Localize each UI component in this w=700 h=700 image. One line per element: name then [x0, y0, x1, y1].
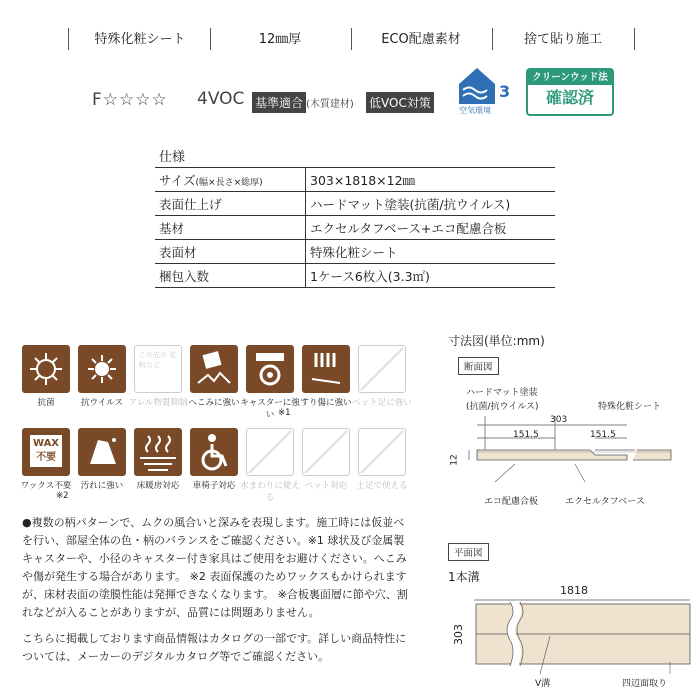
shoes-icon [358, 428, 406, 476]
spec-row [155, 168, 555, 192]
f-star-rating: F☆☆☆☆ [92, 90, 168, 110]
voc-material-note: (木質建材) [306, 99, 354, 110]
floor-heating-icon [134, 428, 182, 476]
four-edge-label: 四辺面取り [622, 679, 668, 689]
spec-row [155, 216, 555, 240]
wax-free-label: ワックス不要 [20, 481, 72, 491]
stain-label: 汚れに強い [80, 481, 124, 491]
wax-free-icon [22, 428, 70, 476]
coating-label-2: (抗菌/抗ウイルス) [466, 402, 539, 412]
dent-label: へこみに強い [188, 398, 240, 408]
air-environment-badge [455, 64, 515, 116]
feature-install: 捨て貼り施工 [523, 32, 602, 47]
antiviral-label: 抗ウイルス [81, 398, 123, 408]
thickness: 12 [449, 454, 460, 466]
plan-label: 平面図 [448, 543, 489, 561]
dent-icon [190, 345, 238, 393]
section-drawing [455, 410, 675, 490]
spec-key: サイズ [159, 172, 196, 188]
wheelchair-label: 車椅子対応 [192, 481, 236, 491]
coating-label-1: ハードマット塗装 [466, 388, 538, 398]
shoes-label: 土足で使える [356, 481, 408, 491]
product-notes: ●複数の柄パターンで、ムクの風合いと深みを表現します。施工時には仮並べを行い、部屋全体の色・柄のバランスをご確認ください。※1 球状及び金属製キャスターや、小径のキャスター付き家具はご使用をお避けください。へこみや傷が発生する場合があります。 ※2 表面保護のためワックスもかけられますが、床材表面の塗膜性能は発揮できなくなります。 ※合板裏面層に節や穴、割れなどが入ることがありますが、品質には問題ありません。 [22, 516, 408, 619]
water-icon [246, 428, 294, 476]
half-width-right: 151.5 [590, 430, 616, 440]
spec-row [155, 264, 555, 288]
clean-wood-badge [526, 68, 614, 116]
spec-value: 1ケース6枚入(3.3㎡) [306, 264, 556, 288]
feature-thickness: 12㎜厚 [258, 32, 302, 47]
v-groove-label: V溝 [535, 679, 551, 689]
air-env-level: 3 [499, 82, 511, 101]
voc-4-label: 4VOC [197, 89, 245, 109]
length-label: 1818 [560, 584, 588, 597]
spec-key: 梱包入数 [155, 264, 306, 288]
wax-note: ※2 [56, 491, 69, 501]
allergen-inner-text: この先の 花粉など [139, 351, 177, 369]
total-width: 303 [550, 415, 568, 425]
spec-title: 仕様 [159, 150, 186, 165]
wax-text: WAX [32, 438, 60, 449]
spec-value: エクセルタフベース+エコ配慮合板 [306, 216, 556, 240]
spec-row [155, 240, 555, 264]
wax-unneeded-text: 不要 [36, 452, 56, 463]
stain-icon [78, 428, 126, 476]
section-label: 断面図 [458, 357, 499, 375]
spec-table [155, 167, 555, 288]
low-voc-badge: 低VOC対策 [366, 92, 434, 113]
clean-wood-confirmed: 確認済 [545, 88, 594, 107]
pet-icon [358, 345, 406, 393]
antibacterial-label: 抗菌 [37, 398, 55, 408]
caster-label: キャスターに強い [240, 398, 300, 420]
spec-row [155, 192, 555, 216]
excel-base-label: エクセルタフベース [565, 497, 645, 507]
spec-key: 表面材 [155, 240, 306, 264]
wheelchair-icon [190, 428, 238, 476]
feature-sheet: 特殊化粧シート [94, 32, 186, 47]
dimension-title: 寸法図(単位:mm) [448, 334, 545, 348]
spec-value: 特殊化粧シート [306, 240, 556, 264]
scratch-icon [302, 345, 350, 393]
pet-ok-icon [302, 428, 350, 476]
allergen-label: アレル物質抑制 [128, 398, 188, 408]
water-label: 水まわりに使える [240, 481, 300, 503]
clean-wood-title: クリーンウッド法 [528, 70, 612, 85]
spec-value: ハードマット塗装(抗菌/抗ウイルス) [306, 192, 556, 216]
plan-width-label: 303 [452, 624, 465, 645]
catalog-note: こちらに掲載しております商品情報はカタログの一部です。詳しい商品特性については、メーカーのデジタルカタログ等でご確認ください。 [22, 632, 407, 663]
half-width-left: 151.5 [513, 430, 539, 440]
antibacterial-icon [22, 345, 70, 393]
spec-key-note: (幅×長さ×総厚) [195, 177, 263, 188]
pet-ok-label: ペット対応 [304, 481, 348, 491]
plan-drawing [470, 596, 695, 686]
caster-icon [246, 345, 294, 393]
caster-note: ※1 [278, 408, 291, 418]
spec-key: 基材 [155, 216, 306, 240]
floor-heating-label: 床暖房対応 [136, 481, 180, 491]
eco-plywood-label: エコ配慮合板 [484, 497, 539, 507]
pet-label: ペット足に強い [352, 398, 412, 408]
spec-value: 303×1818×12㎜ [306, 168, 556, 192]
groove-count: 1本溝 [448, 570, 480, 584]
antiviral-icon [78, 345, 126, 393]
feature-eco: ECO配慮素材 [381, 32, 461, 47]
air-env-label: 空気環境 [459, 106, 491, 115]
allergen-icon [134, 345, 182, 393]
voc-standard-badge: 基準適合 [252, 92, 306, 113]
spec-key: 表面仕上げ [155, 192, 306, 216]
sheet-label: 特殊化粧シート [598, 402, 662, 412]
scratch-label: すり傷に強い [300, 398, 352, 408]
